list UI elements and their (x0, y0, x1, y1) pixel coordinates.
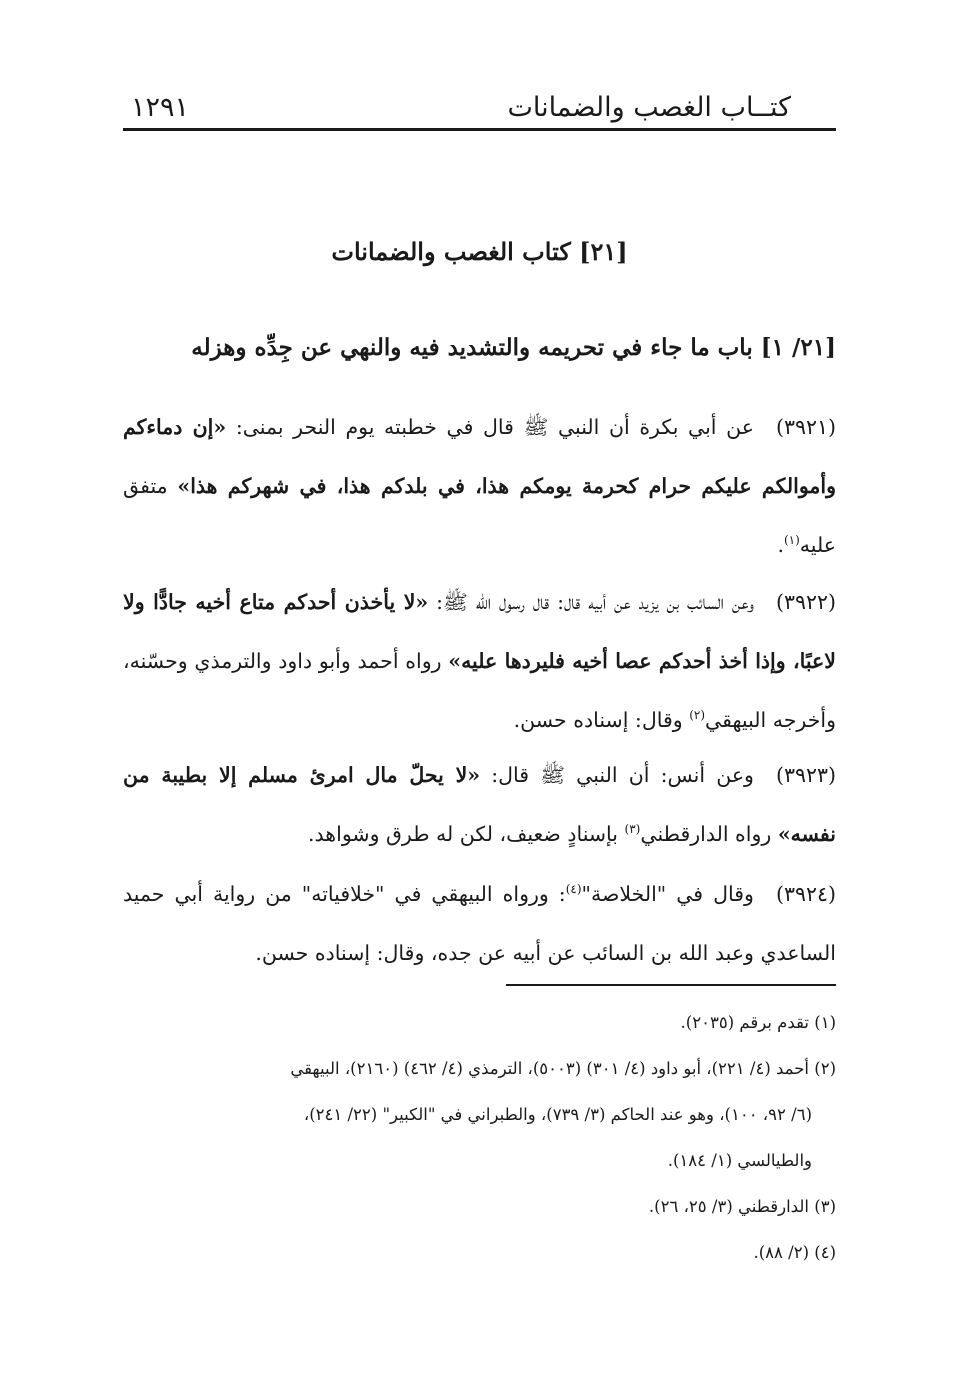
hadith-paragraph (123, 746, 836, 864)
hadith-paragraph (123, 398, 836, 575)
hadith-attribution: رواه الدارقطني (640, 822, 778, 846)
footnote-ref[interactable]: (٣) (624, 822, 641, 837)
hadith-number: (٣٩٢٣) (775, 763, 836, 787)
footnote: (٢) أحمد (٤/ ٢٢١)، أبو داود (٤/ ٣٠١) (٥٠٠٣)، الترمذي (٤/ ٤٦٢) (٢١٦٠)، البيهقي (290, 1059, 836, 1078)
hadith-number: (٣٩٢١) (775, 415, 836, 439)
hadith-tail: بإسنادٍ ضعيف، لكن له طرق وشواهد. (308, 822, 625, 846)
hadith-intro: وعن أنس: أن النبي ﷺ قال: (480, 763, 754, 787)
hadith-paragraph (123, 865, 836, 983)
hadith-intro: وقال في "الخلاصة" (581, 882, 754, 906)
hadith-attribution: رواه أحمد وأبو داود والترمذي وحسّنه، وأخرجه البيهقي (123, 649, 836, 732)
footnote-ref[interactable]: (٢) (689, 708, 706, 723)
hadith-number: (٣٩٢٤) (775, 882, 836, 906)
hadith-matn: «لا يأخذن أحدكم متاع أخيه جادًّا ولا لاعبًا، وإذا أخذ أحدكم عصا أخيه فليردها عليه» (123, 590, 836, 673)
header-rule (123, 128, 836, 131)
footnote: (٤) (٢/ ٨٨). (753, 1243, 836, 1262)
footnotes (123, 1000, 836, 1276)
footnote-separator (506, 984, 836, 986)
hadith-tail: وقال: إسناده حسن. (513, 708, 690, 732)
footnote: (٣) الدارقطني (٣/ ٢٥، ٢٦). (648, 1197, 836, 1216)
footnote: (١) تقدم برقم (٢٠٣٥). (680, 1013, 836, 1032)
hadith-matn: «لا يحلّ مال امرئ مسلم إلا بطيبة من نفسه» (123, 763, 836, 846)
running-title: كتــاب الغصب والضمانات (507, 92, 791, 123)
hadith-matn: «إن دماءكم وأموالكم عليكم حرام كحرمة يومكم هذا، في بلدكم هذا، في شهركم هذا» (123, 415, 837, 498)
hadith-attribution: متفق عليه (123, 474, 836, 557)
page-number: ١٢٩١ (131, 92, 190, 123)
hadith-tail: : ورواه البيهقي في "خلافياته" من رواية أبي حميد الساعدي وعبد الله بن السائب عن أبيه عن جده، وقال: إسناده حسن. (123, 882, 836, 965)
bab-title: [٢١/ ١] باب ما جاء في تحريمه والتشديد فيه والنهي عن جِدِّه وهزله (191, 334, 836, 361)
hadith-tail: . (777, 533, 784, 557)
footnote-ref[interactable]: (٤) (565, 882, 582, 897)
hadith-paragraph (123, 573, 836, 750)
footnote-continuation: (٦/ ٩٢، ١٠٠)، وهو عند الحاكم (٣/ ٧٣٩)، والطبراني في "الكبير" (٢٢/ ٢٤١)، (303, 1105, 812, 1124)
running-header (123, 88, 836, 128)
hadith-number: (٣٩٢٢) (775, 590, 836, 614)
hadith-intro: عن أبي بكرة أن النبي ﷺ قال في خطبته يوم النحر بمنى: (226, 415, 754, 439)
hadith-intro: وعن السائب بن يزيد عن أبيه قال: قال رسول الله ﷺ: (428, 590, 754, 614)
footnote-ref[interactable]: (١) (783, 533, 800, 548)
chapter-title: [٢١] كتاب الغصب والضمانات (331, 237, 628, 266)
footnote-continuation: والطيالسي (١/ ١٨٤). (667, 1151, 812, 1170)
